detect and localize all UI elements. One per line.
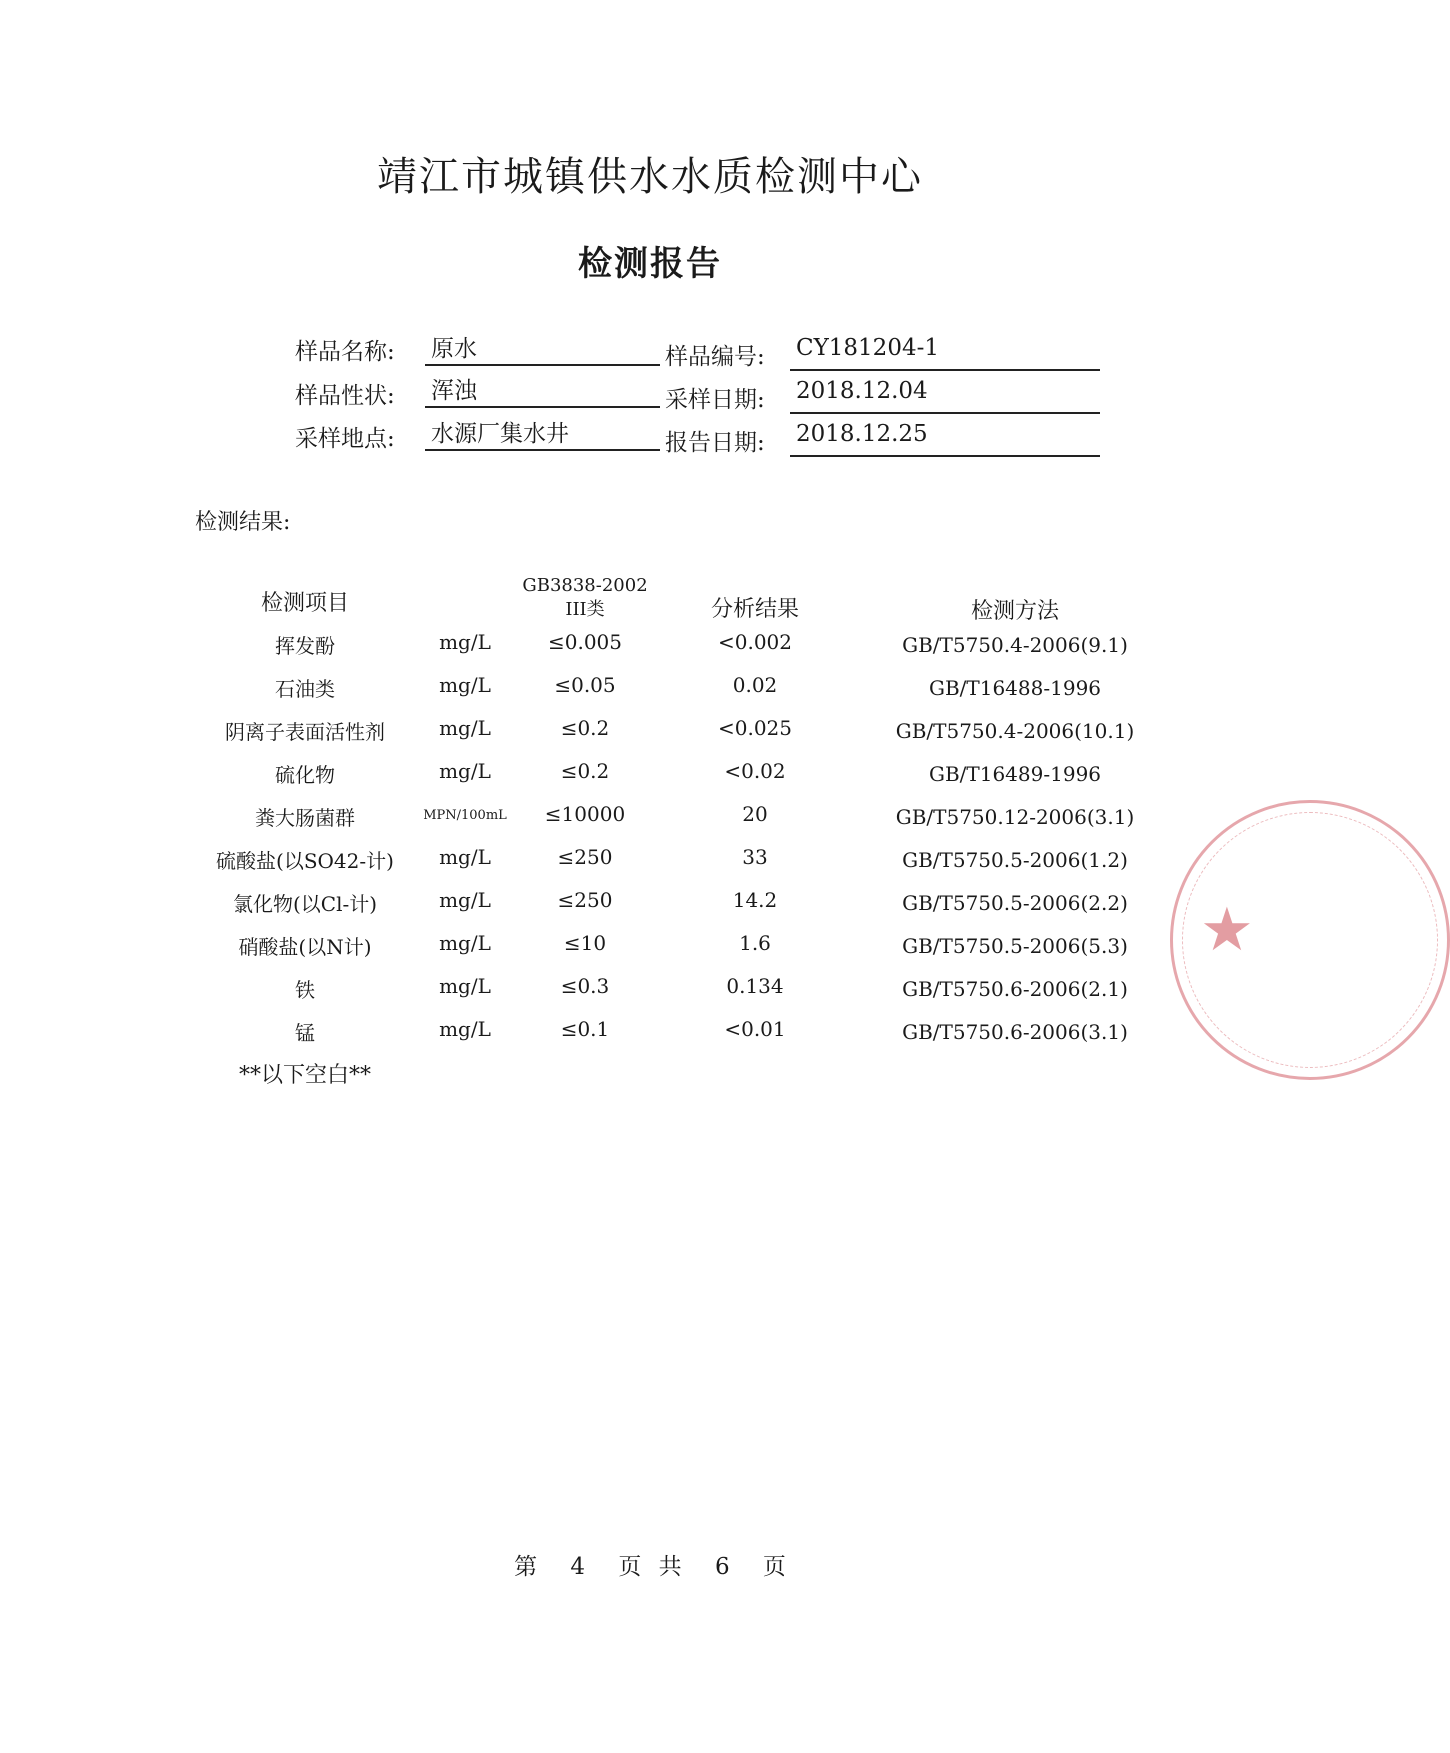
column-header-method: 检测方法 [970,599,1059,624]
cell-limit: ≤10 [563,931,607,955]
cell-item: 铁 [295,978,315,1002]
cell-limit: ≤10000 [544,802,626,826]
cell-limit: ≤0.05 [554,673,616,697]
cell-unit: MPN/100mL [423,808,507,823]
sampling-site-label: 采样地点: [295,426,395,452]
cell-unit: mg/L [439,1017,491,1041]
column-header-standard-line2: III类 [565,599,605,620]
cell-result: <0.01 [724,1017,786,1041]
cell-unit: mg/L [439,630,491,654]
sample-name-label: 样品名称: [295,339,395,365]
cell-limit: ≤0.005 [547,630,622,654]
cell-result: <0.002 [717,630,792,654]
cell-result: 0.02 [732,673,778,697]
cell-limit: ≤0.3 [560,974,610,998]
sample-name-value: 原水 [425,330,660,366]
cell-unit: mg/L [439,931,491,955]
cell-limit: ≤250 [557,888,613,912]
cell-unit: mg/L [439,974,491,998]
sample-no-value: CY181204-1 [790,335,1100,371]
cell-unit: mg/L [439,888,491,912]
cell-item: 阴离子表面活性剂 [225,720,385,744]
cell-item: 锰 [295,1021,315,1045]
cell-method: GB/T5750.5-2006(5.3) [902,934,1128,958]
page-footer [0,1548,1300,1581]
cell-method: GB/T5750.12-2006(3.1) [895,805,1135,829]
cell-method: GB/T5750.6-2006(3.1) [902,1020,1128,1044]
sampling-site-value: 水源厂集水井 [425,415,660,451]
cell-method: GB/T16489-1996 [928,762,1102,786]
cell-result: 14.2 [732,888,778,912]
blank-note: **以下空白** [238,1063,371,1088]
column-header-standard-line1: GB3838-2002 [522,575,648,596]
cell-method: GB/T5750.4-2006(9.1) [902,633,1128,657]
cell-result: 33 [742,845,768,869]
report-date-label: 报告日期: [665,430,765,456]
cell-result: 0.134 [726,974,784,998]
sampling-date-label: 采样日期: [665,387,765,413]
report-title: 检测报告 [578,244,722,284]
report-date-value: 2018.12.25 [790,421,1100,457]
results-section-label: 检测结果: [195,510,291,535]
cell-limit: ≤0.1 [560,1017,610,1041]
cell-limit: ≤0.2 [560,759,610,783]
cell-unit: mg/L [439,673,491,697]
cell-item: 挥发酚 [275,634,335,658]
cell-item: 石油类 [275,677,335,701]
cell-item: 硫化物 [275,763,335,787]
page-mid: 页 共 [618,1554,682,1580]
cell-unit: mg/L [439,716,491,740]
org-title: 靖江市城镇供水水质检测中心 [377,154,923,200]
column-header-item: 检测项目 [260,591,349,616]
sample-state-label: 样品性状: [295,383,395,409]
column-header-result: 分析结果 [710,597,799,622]
cell-limit: ≤250 [557,845,613,869]
sampling-date-value: 2018.12.04 [790,378,1100,414]
page-suffix: 页 [762,1554,786,1580]
star-icon: ★ [1200,895,1254,965]
cell-item: 硝酸盐(以N计) [238,935,372,959]
sample-no-label: 样品编号: [665,344,765,370]
cell-result: <0.025 [717,716,792,740]
cell-item: 氯化物(以Cl-计) [232,892,378,916]
cell-method: GB/T5750.6-2006(2.1) [902,977,1128,1001]
cell-method: GB/T16488-1996 [928,676,1102,700]
cell-method: GB/T5750.4-2006(10.1) [895,719,1135,743]
cell-method: GB/T5750.5-2006(1.2) [902,848,1128,872]
cell-limit: ≤0.2 [560,716,610,740]
sample-state-value: 浑浊 [425,372,660,408]
cell-unit: mg/L [439,845,491,869]
cell-result: 1.6 [739,931,771,955]
cell-result: 20 [742,802,768,826]
page-total: 6 [714,1554,730,1580]
cell-result: <0.02 [724,759,786,783]
page-prefix: 第 [514,1554,538,1580]
cell-unit: mg/L [439,759,491,783]
page-current: 4 [570,1554,586,1580]
cell-method: GB/T5750.5-2006(2.2) [902,891,1128,915]
column-header-standard [510,574,660,622]
cell-item: 粪大肠菌群 [255,806,355,830]
cell-item: 硫酸盐(以SO42-计) [216,849,394,873]
